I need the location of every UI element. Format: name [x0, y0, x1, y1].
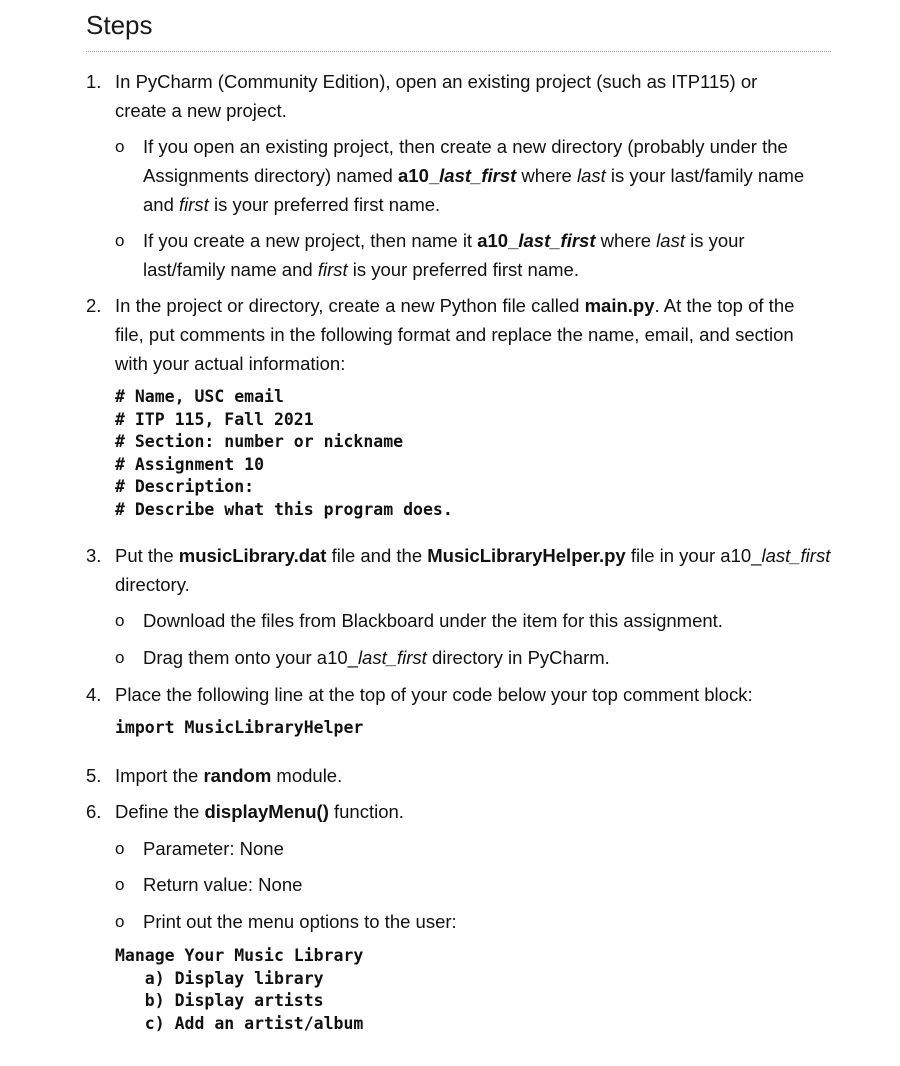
- bullet-text-line: and first is your preferred first name.: [143, 194, 441, 215]
- bullet-text-line: Parameter: None: [143, 838, 284, 859]
- code-block-menu: Manage Your Music Library a) Display library b) Display artists c) Add an artist/album: [115, 946, 364, 1033]
- bullet-marker: o: [115, 912, 125, 931]
- section-heading: Steps: [86, 10, 153, 40]
- code-block-import: import MusicLibraryHelper: [115, 718, 364, 737]
- step-text-line: directory.: [115, 574, 190, 595]
- step-number: 6.: [86, 801, 102, 822]
- bullet-text-line: last/family name and first is your preferred first name.: [143, 259, 579, 280]
- bullet-marker: o: [115, 611, 125, 630]
- step-number: 4.: [86, 684, 102, 705]
- bullet-text-line: Print out the menu options to the user:: [143, 911, 457, 932]
- step-number: 5.: [86, 765, 102, 786]
- step-text-line: In PyCharm (Community Edition), open an existing project (such as ITP115) or: [115, 71, 758, 92]
- step-text-line: Import the random module.: [115, 765, 343, 786]
- step-number: 1.: [86, 71, 102, 92]
- bullet-marker: o: [115, 231, 125, 250]
- bullet-text-line: Return value: None: [143, 874, 303, 895]
- bullet-text-line: Download the files from Blackboard under the item for this assignment.: [143, 610, 723, 631]
- bullet-marker: o: [115, 839, 125, 858]
- step-text-line: In the project or directory, create a new Python file called main.py. At the top of the: [115, 295, 795, 316]
- step-text-line: with your actual information:: [115, 353, 346, 374]
- bullet-text-line: If you open an existing project, then create a new directory (probably under the: [143, 136, 788, 157]
- step-number: 2.: [86, 295, 102, 316]
- step-text-line: Place the following line at the top of your code below your top comment block:: [115, 684, 753, 705]
- bullet-text-line: If you create a new project, then name it a10_last_first where last is your: [143, 230, 745, 251]
- code-block-header-comment: # Name, USC email # ITP 115, Fall 2021 # Section: number or nickname # Assignment 10 # Description: # Describe what this program does.: [115, 387, 453, 519]
- step-text-line: Put the musicLibrary.dat file and the MusicLibraryHelper.py file in your a10_last_first: [115, 545, 831, 566]
- heading-divider: [86, 51, 831, 52]
- step-text-line: file, put comments in the following format and replace the name, email, and section: [115, 324, 794, 345]
- bullet-marker: o: [115, 875, 125, 894]
- step-text-line: create a new project.: [115, 100, 287, 121]
- bullet-text-line: Drag them onto your a10_last_first directory in PyCharm.: [143, 647, 610, 668]
- step-number: 3.: [86, 545, 102, 566]
- bullet-marker: o: [115, 648, 125, 667]
- bullet-marker: o: [115, 137, 125, 156]
- bullet-text-line: Assignments directory) named a10_last_first where last is your last/family name: [143, 165, 805, 186]
- step-text-line: Define the displayMenu() function.: [115, 801, 404, 822]
